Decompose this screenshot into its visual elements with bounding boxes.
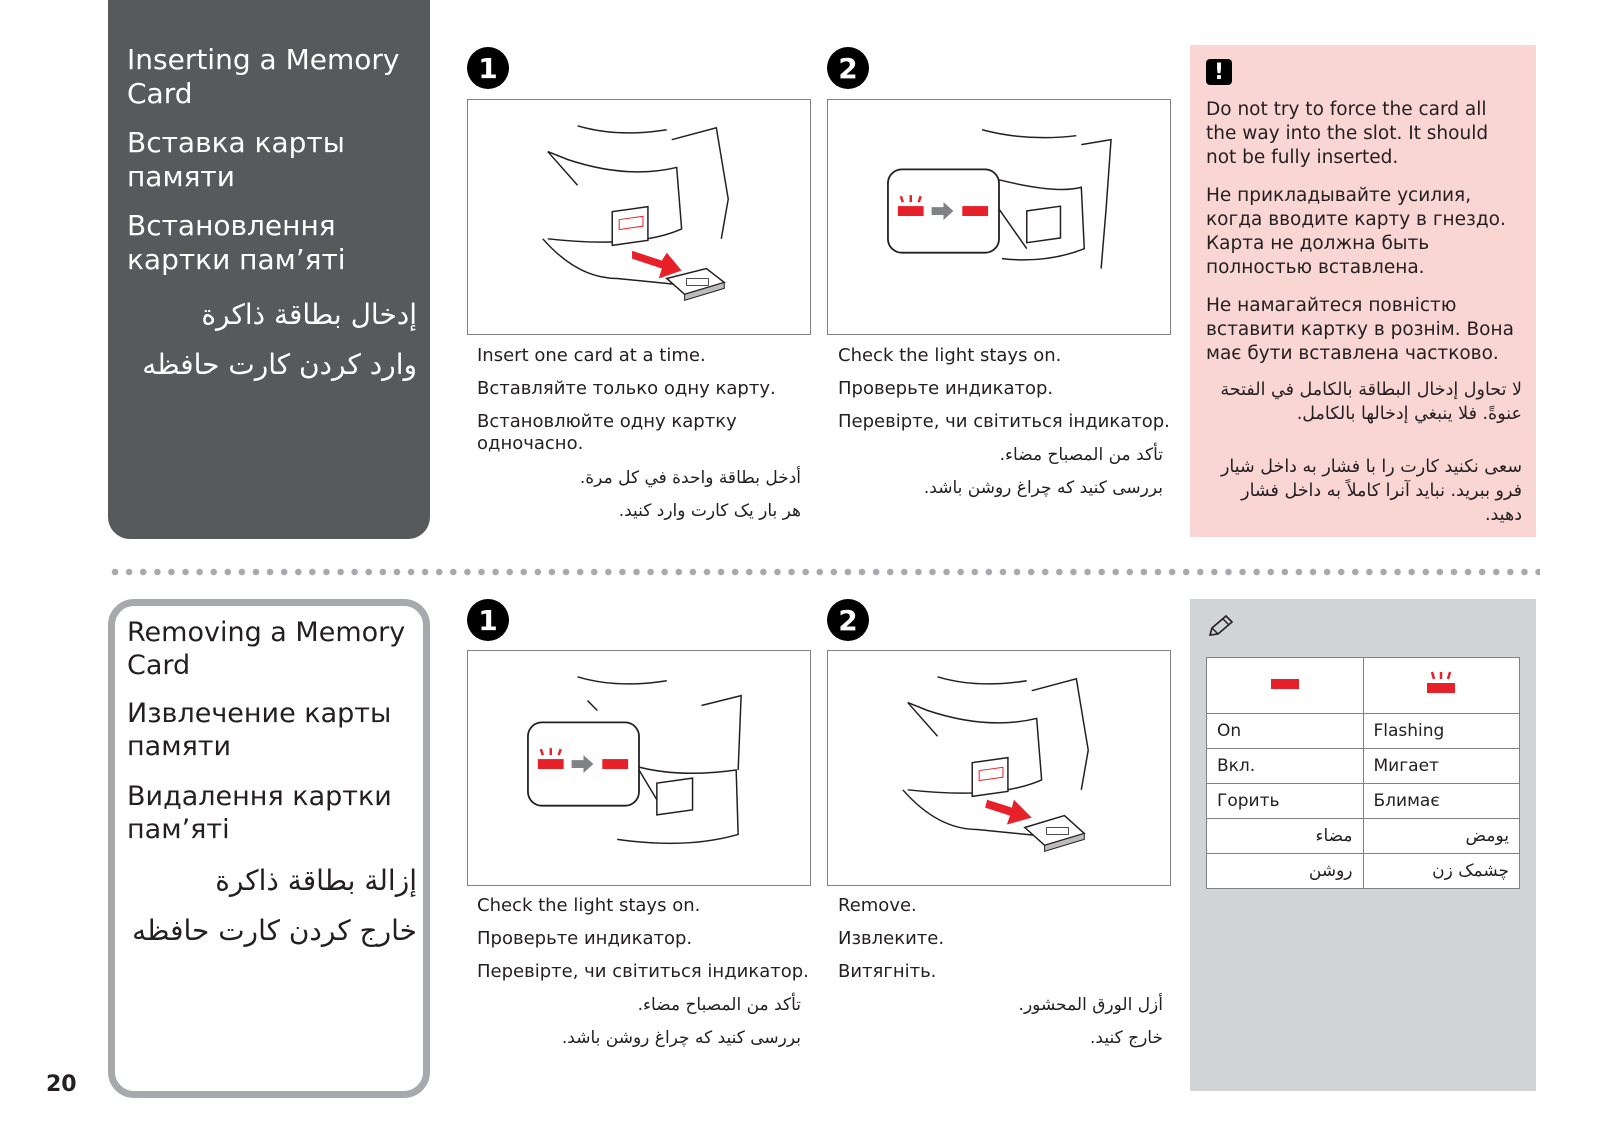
table-cell: Вкл. (1207, 749, 1364, 784)
caption-ru: Проверьте индикатор. (838, 378, 1054, 399)
inserting-title-ru: Вставка карты памяти (127, 126, 345, 193)
page-number: 20 (46, 1072, 77, 1097)
light-on-icon (1207, 658, 1364, 714)
table-cell: On (1207, 714, 1364, 749)
caption-ru: Проверьте индикатор. (477, 928, 693, 949)
caption-fa: خارج کنید. (1090, 1028, 1163, 1048)
caption-uk: Перевірте, чи світиться індикатор. (477, 961, 809, 982)
inserting-title-ar: إدخال بطاقة ذاكرة (201, 298, 417, 331)
removing-title-fa: خارج کردن کارت حافظه (132, 914, 417, 947)
table-cell: Мигает (1363, 749, 1520, 784)
table-cell: چشمک زن (1363, 854, 1520, 889)
dotted-separator (108, 568, 1540, 576)
caption-en: Check the light stays on. (838, 345, 1062, 366)
note-box (1190, 599, 1536, 1091)
caption-uk: Витягніть. (838, 961, 937, 982)
caution-text-ar: لا تحاول إدخال البطاقة بالكامل في الفتحة عنوةً. فلا ينبغي إدخالها بالكامل. (1220, 380, 1522, 424)
caption-fa: بررسی کنید که چراغ روشن باشد. (561, 1028, 801, 1048)
removing-title-ru: Извлечение карты памяти (127, 698, 392, 762)
table-cell: روشن (1207, 854, 1364, 889)
remove-card-illustration (827, 650, 1171, 886)
caution-text-ru: Не прикладывайте усилия, когда вводите карту в гнездо. Карта не должна быть полностью вставлена. (1206, 185, 1506, 278)
exclamation-icon: ! (1206, 59, 1232, 85)
removing-title-ar: إزالة بطاقة ذاكرة (215, 864, 417, 897)
caution-text-uk: Не намагайтеся повністю вставити картку в рознім. Вона має бути вставлена частково. (1206, 295, 1514, 364)
check-light-illustration (827, 99, 1171, 335)
step-number-1: 1 (467, 599, 509, 641)
step-number-1: 1 (467, 47, 509, 89)
caption-fa: هر بار یک کارت وارد کنید. (618, 501, 801, 521)
caption-fa: بررسی کنید که چراغ روشن باشد. (923, 478, 1163, 498)
table-cell: Блимає (1363, 784, 1520, 819)
caption-ar: تأكد من المصباح مضاء. (999, 445, 1163, 465)
caption-ar: أدخل بطاقة واحدة في كل مرة. (579, 468, 801, 488)
caption-ar: تأكد من المصباح مضاء. (637, 995, 801, 1015)
caption-en: Check the light stays on. (477, 895, 701, 916)
caption-ru: Вставляйте только одну карту. (477, 378, 776, 399)
caption-ru: Извлеките. (838, 928, 945, 949)
light-status-table (1206, 657, 1520, 889)
inserting-title-uk: Встановлення картки пам’яті (127, 209, 346, 276)
removing-title-en: Removing a Memory Card (127, 617, 406, 681)
light-flashing-icon (1363, 658, 1520, 714)
step-number-2: 2 (827, 599, 869, 641)
caption-uk: Встановлюйте одну картку одночасно. (477, 411, 737, 454)
table-cell: Горить (1207, 784, 1364, 819)
caution-text-en: Do not try to force the card all the way into the slot. It should not be fully inserted. (1206, 99, 1489, 168)
table-cell: مضاء (1207, 819, 1364, 854)
caption-ar: أزل الورق المحشور. (1018, 995, 1163, 1015)
caption-en: Insert one card at a time. (477, 345, 706, 366)
inserting-title-fa: وارد کردن کارت حافظه (142, 348, 417, 381)
removing-title-uk: Видалення картки пам’яті (127, 781, 392, 845)
caption-uk: Перевірте, чи світиться індикатор. (838, 411, 1170, 432)
insert-card-illustration (467, 99, 811, 335)
caution-text-fa: سعی نکنید کارت را با فشار به داخل شیار فرو ببرید. نباید آنرا کاملاً به داخل فشار دهید. (1220, 457, 1522, 525)
inserting-title-en: Inserting a Memory Card (127, 43, 400, 110)
check-light-illustration (467, 650, 811, 886)
step-number-2: 2 (827, 47, 869, 89)
caution-box (1190, 45, 1536, 537)
caption-en: Remove. (838, 895, 917, 916)
table-cell: Flashing (1363, 714, 1520, 749)
pencil-icon (1206, 613, 1236, 639)
table-cell: يومض (1363, 819, 1520, 854)
